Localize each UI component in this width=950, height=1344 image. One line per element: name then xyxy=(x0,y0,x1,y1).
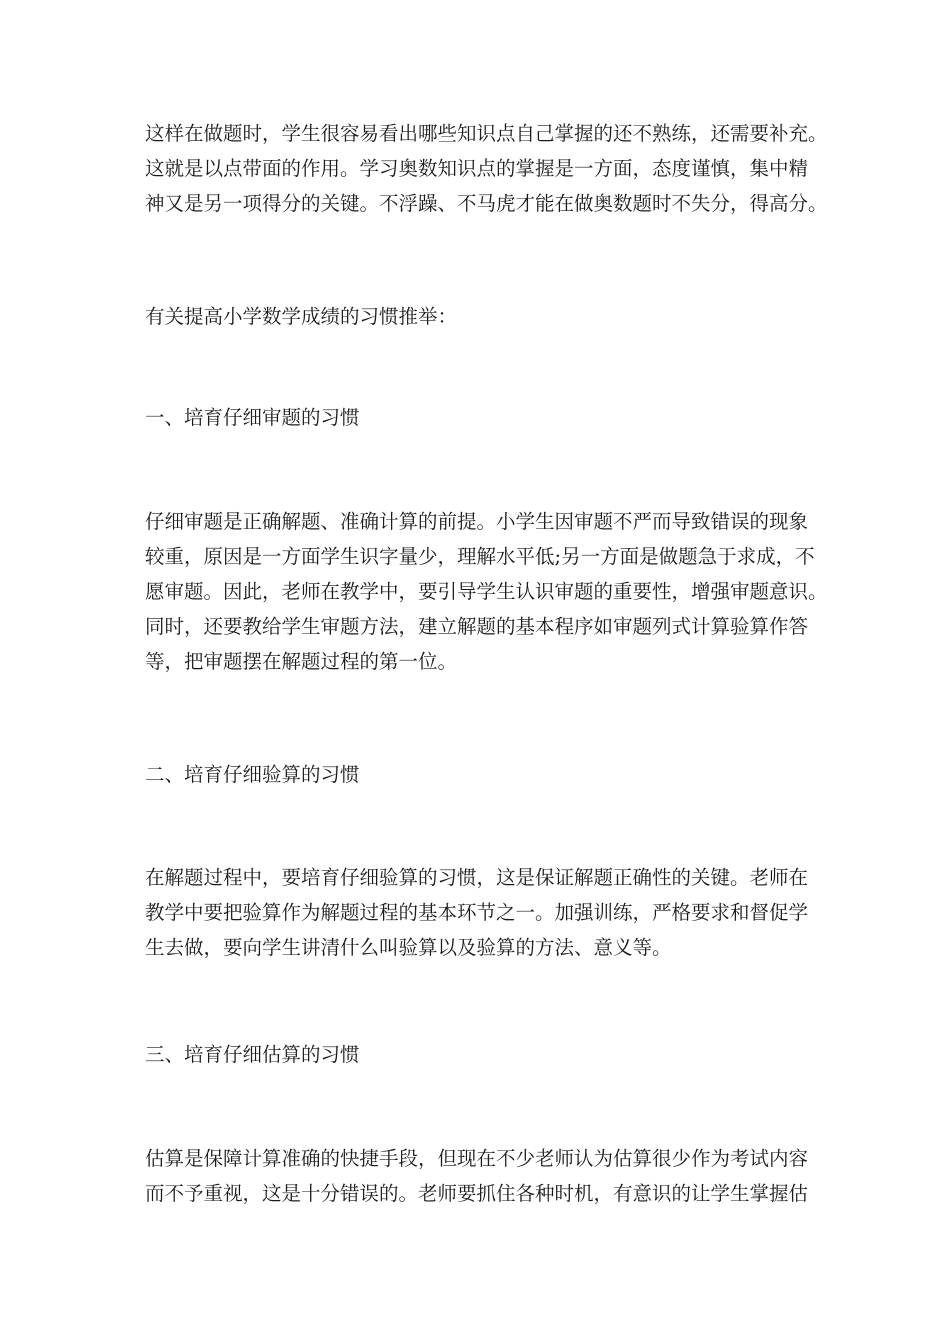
text-line: 而不予重视，这是十分错误的。老师要抓住各种时机，有意识的让学生掌握估 xyxy=(145,1182,809,1205)
paragraph-estimation xyxy=(145,1141,825,1211)
text-line: 估算是保障计算准确的快捷手段，但现在不少老师认为估算很少作为考试内容 xyxy=(145,1147,809,1170)
text-line: 较重，原因是一方面学生识字量少，理解水平低;另一方面是做题急于求成，不 xyxy=(145,545,815,568)
intro-heading: 有关提高小学数学成绩的习惯推举： xyxy=(145,305,458,328)
text-line: 等，把审题摆在解题过程的第一位。 xyxy=(145,650,458,673)
text-line: 生去做，要向学生讲清什么叫验算以及验算的方法、意义等。 xyxy=(145,936,672,959)
paragraph-study-focus xyxy=(145,116,828,221)
section-heading-review-question: 一、培育仔细审题的习惯 xyxy=(145,406,360,429)
text-line: 神又是另一项得分的关键。不浮躁、不马虎才能在做奥数题时不失分，得高分。 xyxy=(145,192,828,215)
paragraph-review-question xyxy=(145,504,828,679)
text-line: 这样在做题时，学生很容易看出哪些知识点自己掌握的还不熟练，还需要补充。 xyxy=(145,122,828,145)
text-line: 愿审题。因此，老师在教学中，要引导学生认识审题的重要性，增强审题意识。 xyxy=(145,580,828,603)
text-line: 在解题过程中，要培育仔细验算的习惯，这是保证解题正确性的关键。老师在 xyxy=(145,866,809,889)
text-line: 这就是以点带面的作用。学习奥数知识点的掌握是一方面，态度谨慎，集中精 xyxy=(145,157,809,180)
text-line: 仔细审题是正确解题、准确计算的前提。小学生因审题不严而导致错误的现象 xyxy=(145,510,809,533)
paragraph-verify-calculation xyxy=(145,860,825,965)
text-line: 同时，还要教给学生审题方法，建立解题的基本程序如审题列式计算验算作答 xyxy=(145,615,809,638)
text-line: 教学中要把验算作为解题过程的基本环节之一。加强训练，严格要求和督促学 xyxy=(145,901,809,924)
section-heading-verify-calculation: 二、培育仔细验算的习惯 xyxy=(145,763,360,786)
section-heading-estimation: 三、培育仔细估算的习惯 xyxy=(145,1043,360,1066)
